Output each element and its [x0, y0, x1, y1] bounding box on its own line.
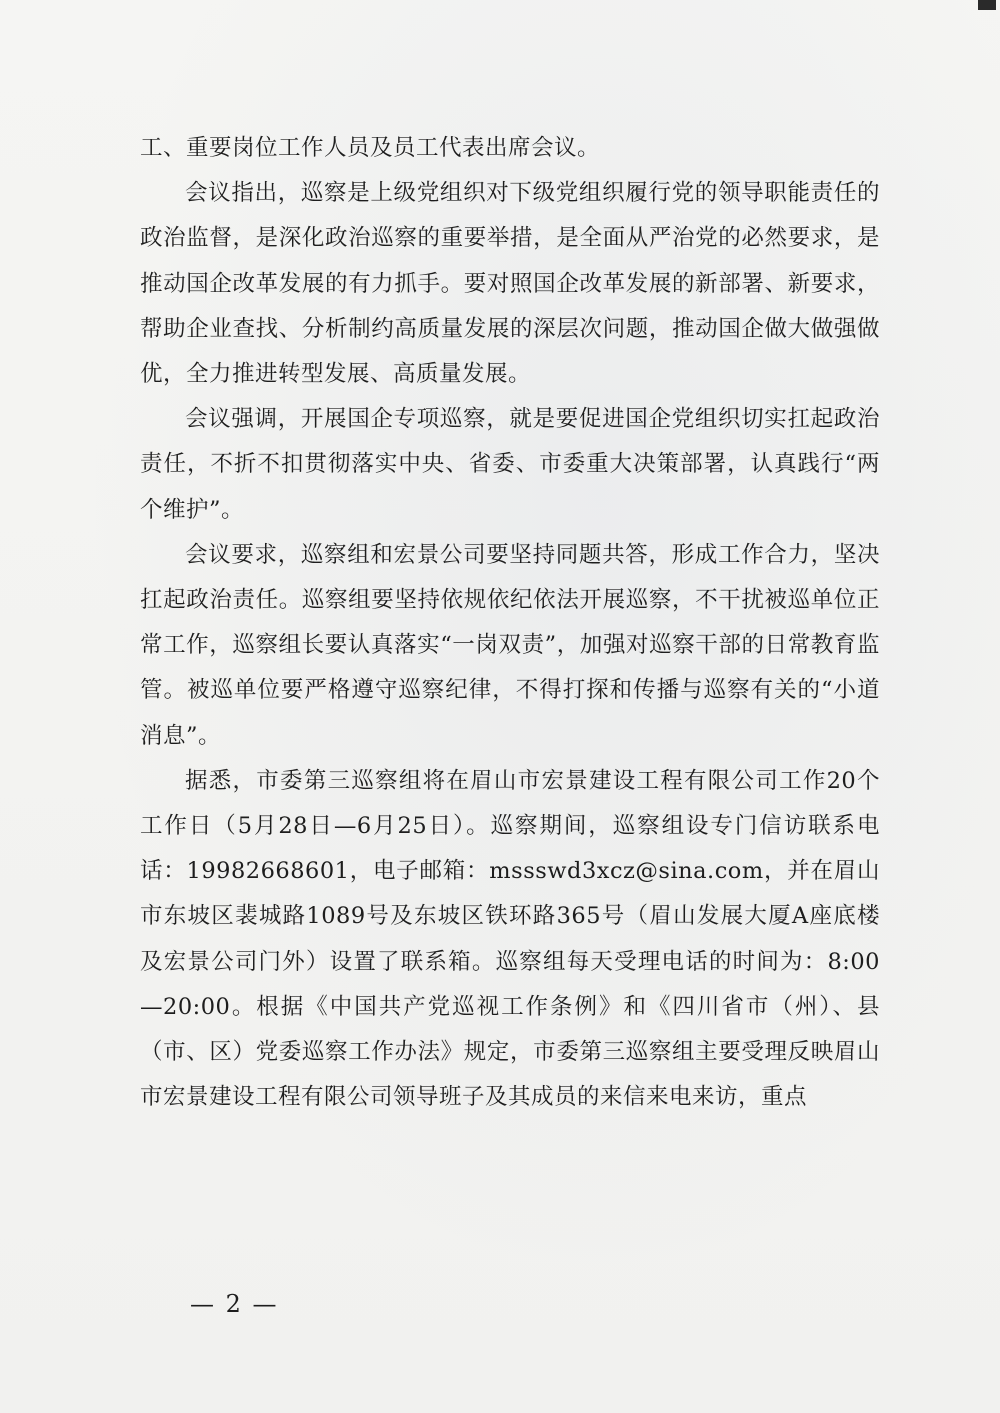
scan-edge-mark	[978, 0, 996, 10]
page-number: — 2 —	[190, 1290, 279, 1318]
document-body	[140, 126, 880, 1120]
paragraph-meeting-emphasis: 会议强调，开展国企专项巡察，就是要促进国企党组织切实扛起政治责任，不折不扣贯彻落实中央、省委、市委重大决策部署，认真践行“两个维护”。	[140, 406, 880, 523]
paragraph-meeting-requirements: 会议要求，巡察组和宏景公司要坚持同题共答，形成工作合力，坚决扛起政治责任。巡察组要坚持依规依纪依法开展巡察，不干扰被巡单位正常工作，巡察组长要认真落实“一岗双责”，加强对巡察干部的日常教育监管。被巡单位要严格遵守巡察纪律，不得打探和传播与巡察有关的“小道消息”。	[140, 541, 880, 749]
paragraph-inspection-details: 据悉，市委第三巡察组将在眉山市宏景建设工程有限公司工作20个工作日（5月28日—6月25日）。巡察期间，巡察组设专门信访联系电话：19982668601，电子邮箱：mssswd3xcz@sina.com，并在眉山市东坡区裴城路1089号及东坡区铁环路365号（眉山发展大厦A座底楼及宏景公司门外）设置了联系箱。巡察组每天受理电话的时间为：8:00—20:00。根据《中国共产党巡视工作条例》和《四川省市（州）、县（市、区）党委巡察工作办法》规定，市委第三巡察组主要受理反映眉山市宏景建设工程有限公司领导班子及其成员的来信来电来访，重点	[140, 767, 880, 1111]
paragraph-meeting-points: 会议指出，巡察是上级党组织对下级党组织履行党的领导职能责任的政治监督，是深化政治巡察的重要举措，是全面从严治党的必然要求，是推动国企改革发展的有力抓手。要对照国企改革发展的新部署、新要求，帮助企业查找、分析制约高质量发展的深层次问题，推动国企做大做强做优，全力推进转型发展、高质量发展。	[140, 180, 880, 388]
paragraph-continuation: 工、重要岗位工作人员及员工代表出席会议。	[140, 135, 601, 161]
